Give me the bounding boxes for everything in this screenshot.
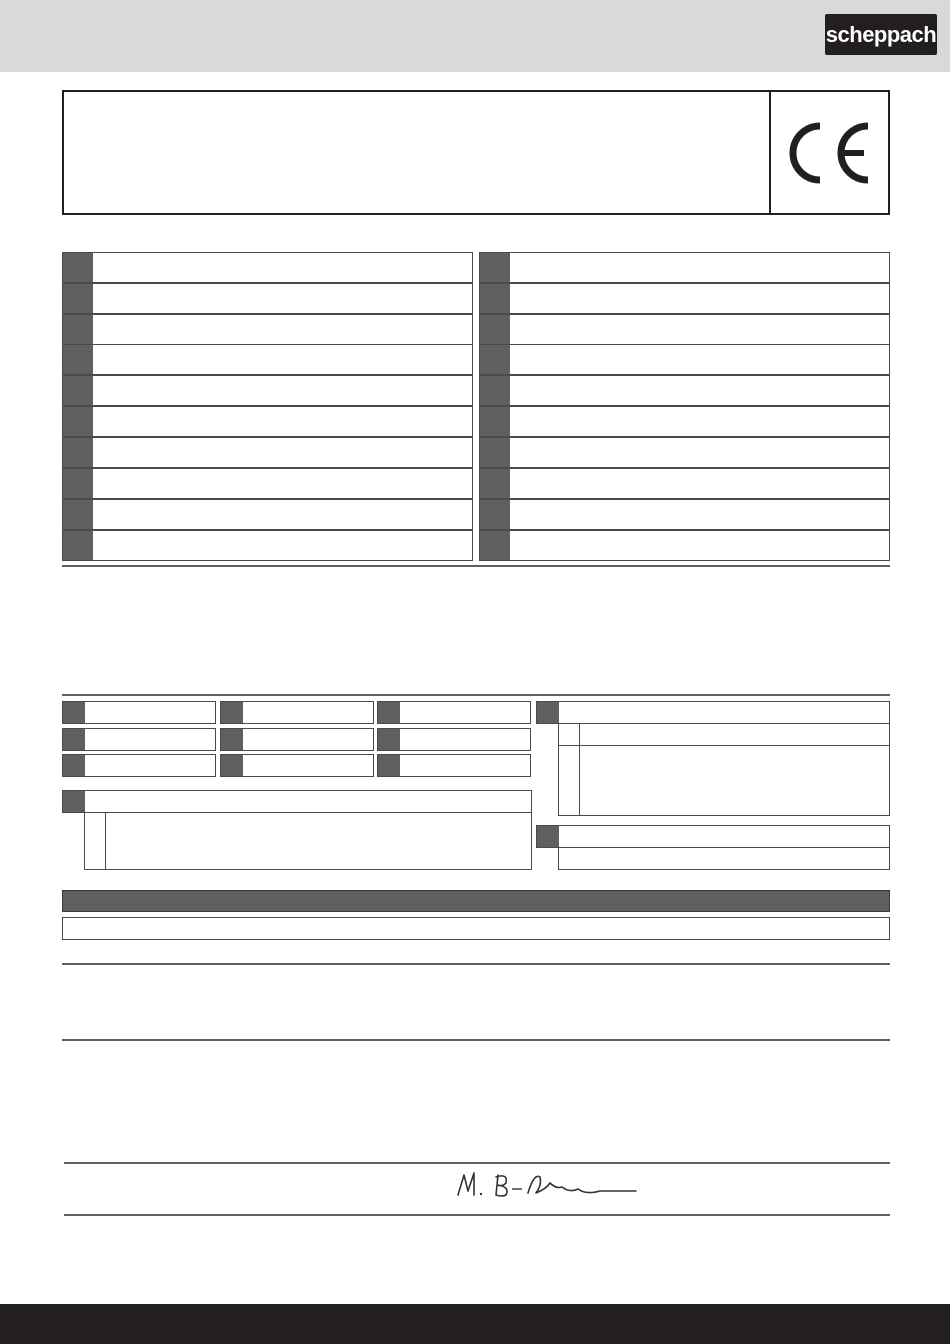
language-row xyxy=(479,344,890,375)
language-code-cell xyxy=(63,438,93,467)
language-row xyxy=(479,468,890,499)
language-row xyxy=(479,283,890,314)
language-row xyxy=(479,252,890,283)
language-row xyxy=(62,406,473,437)
language-code-cell xyxy=(63,407,93,436)
subbox-divider xyxy=(579,746,580,815)
directive-marker xyxy=(537,826,559,847)
footer-band xyxy=(0,1304,950,1344)
language-code-cell xyxy=(63,531,93,560)
signature xyxy=(450,1165,650,1205)
subbox-divider xyxy=(105,813,106,869)
language-row xyxy=(62,252,473,283)
language-code-cell xyxy=(63,376,93,405)
standards-header-bar xyxy=(62,890,890,912)
ce-divider xyxy=(769,92,771,213)
directive-cell xyxy=(220,728,374,751)
language-code-cell xyxy=(63,500,93,529)
language-code-cell xyxy=(480,469,510,498)
language-code-cell xyxy=(63,253,93,282)
scheppach-logo: scheppach xyxy=(825,14,937,55)
signature-bottom-line xyxy=(64,1214,890,1216)
language-code-cell xyxy=(63,315,93,344)
language-row xyxy=(62,468,473,499)
language-code-cell xyxy=(480,376,510,405)
language-row xyxy=(62,499,473,530)
directive-cell xyxy=(377,754,531,777)
directive-marker xyxy=(378,755,400,776)
directive-marker xyxy=(63,791,85,812)
directive-header-right xyxy=(536,701,890,724)
language-row xyxy=(62,314,473,345)
section-divider xyxy=(62,1039,890,1041)
language-code-cell xyxy=(480,438,510,467)
section-divider xyxy=(62,963,890,965)
language-code-cell xyxy=(63,345,93,374)
language-row xyxy=(479,406,890,437)
directive-header-left xyxy=(62,790,532,813)
signature-top-line xyxy=(64,1162,890,1164)
directive-marker xyxy=(63,755,85,776)
language-row xyxy=(479,375,890,406)
directive-marker xyxy=(221,755,243,776)
language-row xyxy=(479,314,890,345)
directive-cell xyxy=(377,728,531,751)
directive-cell xyxy=(62,728,216,751)
language-row xyxy=(62,530,473,561)
title-box xyxy=(62,90,890,215)
directive-cell xyxy=(220,701,374,724)
directive-cell xyxy=(62,754,216,777)
directive-marker xyxy=(378,729,400,750)
section-divider xyxy=(62,565,890,567)
directive-marker xyxy=(63,729,85,750)
directive-cell xyxy=(62,701,216,724)
language-code-cell xyxy=(480,407,510,436)
language-code-cell xyxy=(480,284,510,313)
language-code-cell xyxy=(480,500,510,529)
directive-marker xyxy=(63,702,85,723)
section-divider xyxy=(62,694,890,696)
language-row xyxy=(62,437,473,468)
directive-marker xyxy=(221,702,243,723)
directive-subrow-2 xyxy=(558,847,890,870)
language-row xyxy=(479,530,890,561)
language-row xyxy=(62,375,473,406)
standards-row xyxy=(62,917,890,940)
directive-subrow xyxy=(558,723,890,746)
directive-subbox-left xyxy=(84,812,532,870)
language-code-cell xyxy=(63,469,93,498)
directive-subbox xyxy=(558,745,890,816)
language-row xyxy=(62,283,473,314)
language-row xyxy=(479,437,890,468)
language-row xyxy=(62,344,473,375)
directive-header-right-2 xyxy=(536,825,890,848)
directive-marker xyxy=(537,702,559,723)
language-code-cell xyxy=(63,284,93,313)
header-band xyxy=(0,0,950,72)
ce-mark-icon xyxy=(786,120,872,186)
language-code-cell xyxy=(480,253,510,282)
directive-marker xyxy=(221,729,243,750)
language-row xyxy=(479,499,890,530)
directive-marker xyxy=(378,702,400,723)
directive-cell xyxy=(377,701,531,724)
subrow-divider xyxy=(579,724,580,745)
directive-cell xyxy=(220,754,374,777)
language-code-cell xyxy=(480,531,510,560)
language-code-cell xyxy=(480,315,510,344)
language-code-cell xyxy=(480,345,510,374)
